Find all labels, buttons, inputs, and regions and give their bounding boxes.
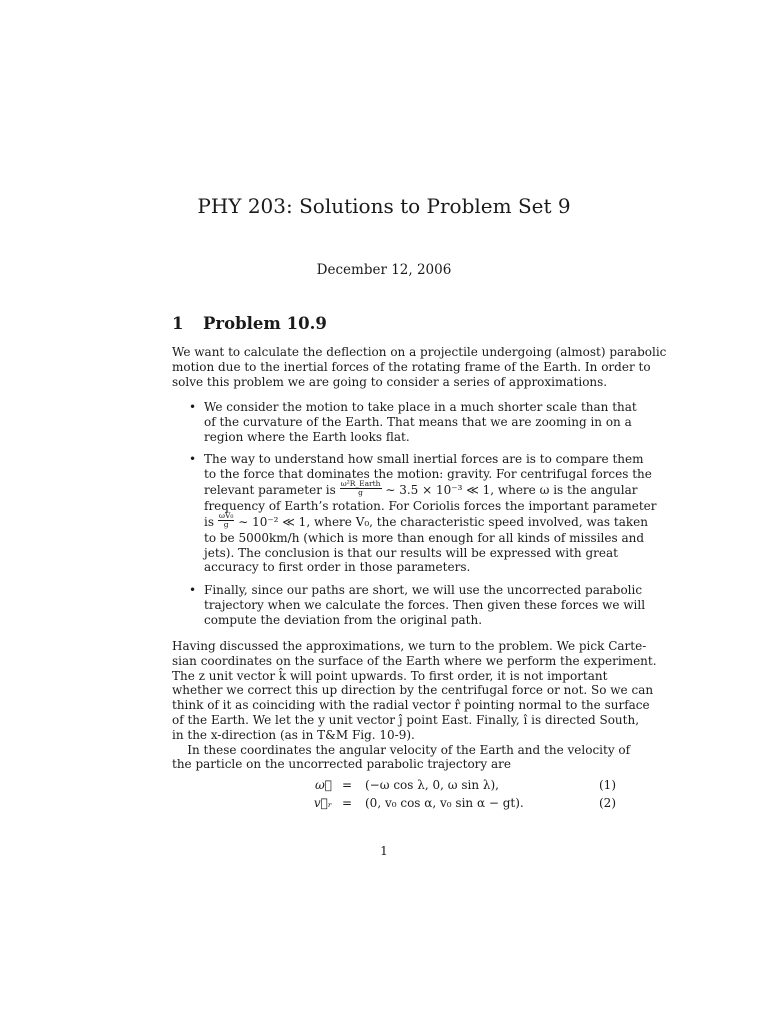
text-line: in the x-direction (as in T&M Fig. 10-9). bbox=[172, 727, 415, 742]
equation bbox=[172, 778, 616, 796]
coordinates-paragraph bbox=[172, 639, 657, 772]
text-line: jets). The conclusion is that our results will be expressed with great bbox=[204, 545, 618, 560]
equation-rhs: (0, v₀ cos α, v₀ sin α − gt). bbox=[365, 796, 524, 810]
intro-paragraph bbox=[172, 345, 667, 389]
fraction-numerator: ω²R_Earth bbox=[340, 478, 381, 488]
list-item bbox=[172, 583, 646, 627]
centrifugal-fraction bbox=[340, 480, 382, 497]
text-line: the particle on the uncorrected parabolic trajectory are bbox=[172, 757, 511, 772]
text-line: sian coordinates on the surface of the Earth where we perform the experiment. bbox=[172, 653, 657, 668]
text-fragment: is bbox=[204, 514, 214, 529]
text-line: We want to calculate the deflection on a projectile undergoing (almost) parabolic bbox=[172, 345, 667, 359]
equation-relation: = bbox=[342, 796, 353, 810]
section-title: Problem 10.9 bbox=[203, 314, 327, 333]
text-line: frequency of Earth’s rotation. For Coriolis forces the important parameter bbox=[204, 498, 657, 513]
page-number: 1 bbox=[380, 844, 388, 858]
text-line: accuracy to first order in those parameters. bbox=[204, 560, 471, 575]
list-item bbox=[172, 452, 657, 575]
equation-lhs: ω⃗ bbox=[315, 778, 332, 792]
text-line: think of it as coinciding with the radial vector r̂ pointing normal to the surface bbox=[172, 698, 650, 713]
text-line: of the Earth. We let the y unit vector ĵ point East. Finally, î is directed South, bbox=[172, 712, 640, 727]
bullet-icon: • bbox=[189, 452, 197, 467]
text-line: trajectory when we calculate the forces. Then given these forces we will bbox=[204, 597, 646, 612]
fraction-denominator: g bbox=[223, 519, 229, 529]
text-line: region where the Earth looks flat. bbox=[204, 429, 410, 444]
text-line: Having discussed the approximations, we turn to the problem. We pick Carte- bbox=[172, 639, 647, 653]
equation-lhs: v⃗ᵣ bbox=[313, 796, 332, 810]
text-line: to be 5000km/h (which is more than enough for all kinds of missiles and bbox=[204, 530, 645, 545]
document-date: December 12, 2006 bbox=[316, 262, 452, 278]
text-line: to the force that dominates the motion: gravity. For centrifugal forces the bbox=[204, 467, 652, 482]
text-fragment: ∼ 3.5 × 10⁻³ ≪ 1, where ω is the angular bbox=[385, 482, 638, 497]
text-line: In these coordinates the angular velocity of the Earth and the velocity of bbox=[172, 742, 631, 757]
equation-block bbox=[172, 778, 616, 814]
text-line: We consider the motion to take place in a much shorter scale than that bbox=[204, 400, 637, 414]
text-line: The z unit vector k̂ will point upwards. To first order, it is not important bbox=[172, 668, 608, 683]
fraction-denominator: g bbox=[358, 487, 363, 497]
approximations-list bbox=[172, 400, 657, 636]
text-line bbox=[204, 510, 648, 531]
text-line: of the curvature of the Earth. That means that we are zooming in on a bbox=[204, 414, 632, 429]
text-line: The way to understand how small inertial forces are is to compare them bbox=[204, 452, 644, 467]
equation-relation: = bbox=[342, 778, 353, 792]
text-line: compute the deviation from the original path. bbox=[204, 612, 483, 627]
equation-number: (1) bbox=[599, 778, 616, 792]
text-line: Finally, since our paths are short, we will use the uncorrected parabolic bbox=[204, 583, 643, 598]
text-fragment: ∼ 10⁻² ≪ 1, where V₀, the characteristic speed involved, was taken bbox=[238, 514, 648, 529]
equation-number: (2) bbox=[599, 796, 616, 810]
equation-rhs: (−ω cos λ, 0, ω sin λ), bbox=[365, 778, 499, 792]
coriolis-fraction bbox=[218, 512, 235, 529]
section-heading bbox=[172, 314, 327, 333]
text-line: whether we correct this up direction by the centrifugal force or not. So we can bbox=[172, 683, 654, 698]
text-line: solve this problem we are going to consider a series of approximations. bbox=[172, 374, 608, 389]
text-line bbox=[204, 478, 638, 499]
section-number: 1 bbox=[172, 314, 184, 333]
document-title: PHY 203: Solutions to Problem Set 9 bbox=[197, 194, 571, 218]
text-line: motion due to the inertial forces of the rotating frame of the Earth. In order to bbox=[172, 359, 651, 374]
equation bbox=[172, 796, 616, 814]
fraction-numerator: ωV₀ bbox=[218, 510, 234, 520]
text-fragment: relevant parameter is bbox=[204, 482, 336, 497]
bullet-icon: • bbox=[189, 583, 197, 598]
list-item bbox=[172, 400, 637, 444]
bullet-icon: • bbox=[189, 400, 197, 414]
